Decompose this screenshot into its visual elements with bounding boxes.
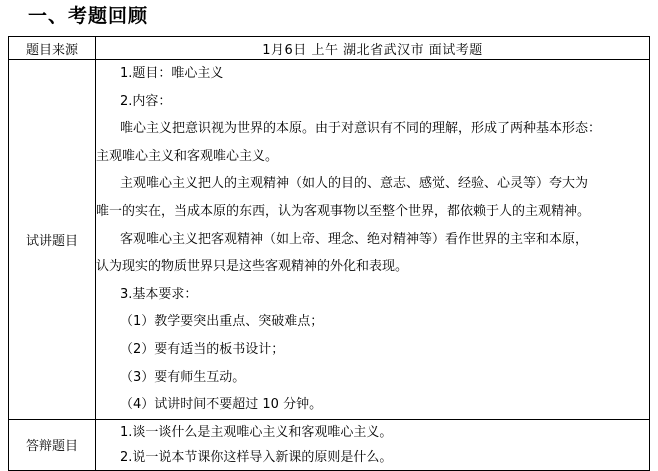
requirement-item: （1）教学要突出重点、突破难点； xyxy=(120,314,324,330)
lecture-row xyxy=(9,60,650,420)
paragraph-line: 主观唯心主义和客观唯心主义。 xyxy=(96,148,279,164)
source-row xyxy=(9,37,650,60)
paragraph-line: 唯一的实在，当成本原的东西，认为客观事物以至整个世界，都依赖于人的主观精神。 xyxy=(96,203,591,219)
defense-question: 1.谈一谈什么是主观唯心主义和客观唯心主义。 xyxy=(120,424,393,440)
lecture-topic: 1.题目：唯心主义 xyxy=(120,66,224,81)
section-heading: 一、考题回顾 xyxy=(28,5,149,27)
defense-row xyxy=(9,419,650,470)
requirement-item: （4）试讲时间不要超过 10 分钟。 xyxy=(120,397,323,413)
source-label: 题目来源 xyxy=(9,37,96,60)
paragraph-line: 唯心主义把意识视为世界的本原。由于对意识有不同的理解，形成了两种基本形态： xyxy=(120,121,602,137)
defense-label: 答辩题目 xyxy=(9,419,96,470)
requirement-item: （2）要有适当的板书设计； xyxy=(120,341,285,357)
lecture-label: 试讲题目 xyxy=(9,60,96,420)
defense-content xyxy=(96,419,650,470)
paragraph-line: 主观唯心主义把人的主观精神（如人的目的、意志、感觉、经验、心灵等）夸大为 xyxy=(120,176,589,192)
requirement-item: （3）要有师生互动。 xyxy=(120,369,246,385)
defense-question: 2.说一说本节课你这样导入新课的原则是什么。 xyxy=(120,449,393,465)
exam-table xyxy=(8,36,650,471)
requirements-label: 3.基本要求： xyxy=(120,286,198,302)
content-label: 2.内容： xyxy=(120,93,172,109)
paragraph-line: 认为现实的物质世界只是这些客观精神的外化和表现。 xyxy=(96,259,409,275)
lecture-content xyxy=(96,60,650,420)
paragraph-line: 客观唯心主义把客观精神（如上帝、理念、绝对精神等）看作世界的主宰和本原， xyxy=(120,231,589,247)
source-value: 1月6日 上午 湖北省武汉市 面试考题 xyxy=(96,37,650,60)
